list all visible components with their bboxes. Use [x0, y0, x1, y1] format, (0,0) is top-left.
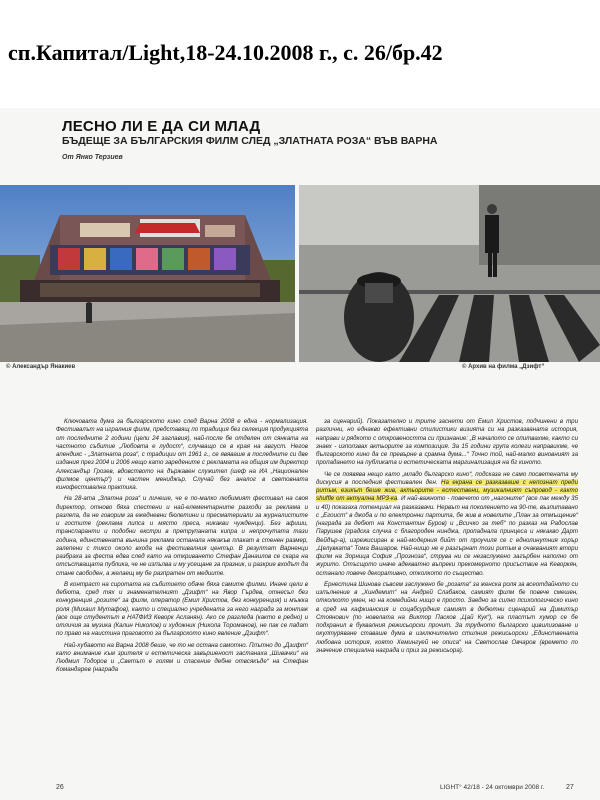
- paragraph: Ернестина Шинова съвсем заслужено бе „розата“ за женска роля за всеотдайното си изпълнение в „Хиндемит“ на Андрей Слабаков, самият филм бе повече смешен, отколкото умен, но на комедийни нищо е просто. Заедно за силно психологическо кино в сред на кафкианския и соцабсурдния самият в дебютни сценарий на Димитър Стоянович (по новелата на Виктор Пасков „Цай Кук“), на пластът хумор се бе подхранил в буквалния режисьорски прочит. За трудното българско цивилизоване и окултуряване ставаше дума в изключително стилния режисьорски „Единствената любовна история, която Хемингуей не описа“ на Светослав Овчаров (времето по значение специална награда и приз за режисьора).: [316, 580, 578, 654]
- article-column-left: [56, 418, 308, 678]
- paragraph: На 28-ата „Златна роза“ и личеше, че е по-малко любимият фестивал на своя директор, отново бяха спестени и най-елементарните разходи за реклама и разлепа, да не говорим за ежедневни бюлетини и пресматериали за журналистите и гостите (реклама липса и място преса, никакви чужденци). Без афиши, транспаранти и подобни екстри в претрупаната кипра и непрочутата тази година, единствената външна реклама останала някакъв плакат в стенен размер, залепени с тиксо около входа на фестивалния център. В резултат Варненци разбраха за феста едва след като на откриването Стефан Данаилов се скара на отсъстващата публика, че не изпълва и му усещане за празник, и разкрие входът да стане свободен, а желаещ му бе разпратен от медиите.: [56, 495, 308, 577]
- page-number-left: 26: [56, 784, 64, 791]
- paragraph: Ключовата дума за българското кино след Варна 2008 е една - нормализация. Фестивалът на игралния филм, представящ по традиция без селекция продукцията от последните 2 години (цели 24 заглавия), най-после бе отделен от сянката на частното събитие „Любовта е лудост“, случващо се в края на август. Негов апендикс - „Златната роза“, с традиции от 1961 г., се явяваше в последните си две издания през 2004 и 2006 нещо като заредените с рекламата на общия им директор Александър Грозев, вдовството на държавен служител (шеф на ИА „Национален филмов център“) и частен мениджър. Случай без аналог в световната кинофестивална практика.: [56, 418, 308, 491]
- left-photo-credit: © Александър Янакиев: [6, 364, 76, 370]
- article-byline: От Янко Терзиев: [62, 154, 123, 161]
- article-subtitle: БЪДЕЩЕ ЗА БЪЛГАРСКИЯ ФИЛМ СЛЕД „ЗЛАТНАТА РОЗА“ ВЪВ ВАРНА: [62, 135, 438, 147]
- issue-info: LIGHT° 42/18 - 24 октомври 2008 г.: [440, 784, 545, 791]
- paragraph-highlighted: Че се появява нещо като „младо българско кино“, подсказа не само посветената му дискусия в последния фестивален ден. На екрана се разказваше с непознат преди ритъм, езикът беше жив, актьорите - естествени, музикалният съпровод - както shuffle от актуална МР3-ка. И най-важното - повечето от „нагоните“ (все пак между 35 и 40) показаха потенциал на разказвачи. Нервът на поколението на 90-те, възпитавано с „Егоист“ в джоба и по електронни партита, бе жив в новелите „План за отмъщение“ (награда за дебют на Константин Буров) и „Всичко за теб“ по разказ на Радослав Парушев (градска случка с благороден нинджа, пропаднала принцеса и някакво Дарт Вейдър-а), изрежисиран в най-модерния бийт от проучиля се с еднолинутния хорър „Целувката“ Тома Вашаров. Най-нищо не е разгърнат този ритъм в очакваният втори филм на Зорница София „Прозноза“, струва ни се незаслужено загърбен наполно от журито. Отъсщото иначе адекватно въпреки прекомерното присъствие на Кеворкян, останало повече декоративно, отколкото по същество.: [316, 470, 579, 577]
- paragraph: за сценарий). Показателно и трите заснети от Емил Христов, подчинени в три различни, но еднакво ефективни стилистики визията си на разказваната история, направи и рядкото с откровеността си признание: „В началото се опитвахме, както си знаех - използвах актьорите за композиция. За 15 години група колеги направихме, че българското кино да се превърне в срамна дума...“ Точно той, най-малко виновният за пропадането на публиката и естетическата маргинализация на бг киното.: [316, 418, 578, 467]
- page-number-right: 27: [566, 784, 574, 791]
- highlighted-passage: На екрана се разказваше с непознат преди ритъм, езикът беше жив, актьорите - естествени, музикалният съпровод - както shuffle от актуална МР3-ка: [316, 478, 578, 503]
- right-photo-credit: © Архив на филма „Дзифт“: [462, 364, 545, 370]
- paragraph: Най-хубавото на Варна 2008 беше, че то не остана самотно. Плътно до „Дзифт“ като внимание към зрителя и естетическа завършеност застанаха „Шивачки“ на Людмил Тодоров и „Светът е голям и спасение дебне отвсякъде“ на Стефан Командарев (награда: [56, 641, 308, 674]
- festival-building-photo: [0, 185, 295, 362]
- film-still-photo: [299, 185, 600, 362]
- article-column-right: [316, 418, 578, 658]
- source-stamp: сп.Капитал/Light,18-24.10.2008 г., с. 26/бр.42: [8, 40, 443, 65]
- article-title: ЛЕСНО ЛИ Е ДА СИ МЛАД: [62, 118, 261, 135]
- paragraph: В контраст на сиротата на събитието обаче бяха самите филми. Иначе цели в дебюта, сред тях и знаменателният „Дзифт“ на Явор Гърдев, отнесъл без конкуренция „розите“ за филм, оператор (Емил Христов, без конкуренция) и мъжка роля (Михаил Мутафов), както и специално учредената за него награда за монтаж (все още студентът в НАТФИЗ Кеворк Асланян). Ако се разгледа (както е редно) и отличия за музика (Калин Николов) и художник (Никола Тороманов), не пак се падат по право на наистина праговото за българското кино явление „Дзифт“.: [56, 580, 308, 638]
